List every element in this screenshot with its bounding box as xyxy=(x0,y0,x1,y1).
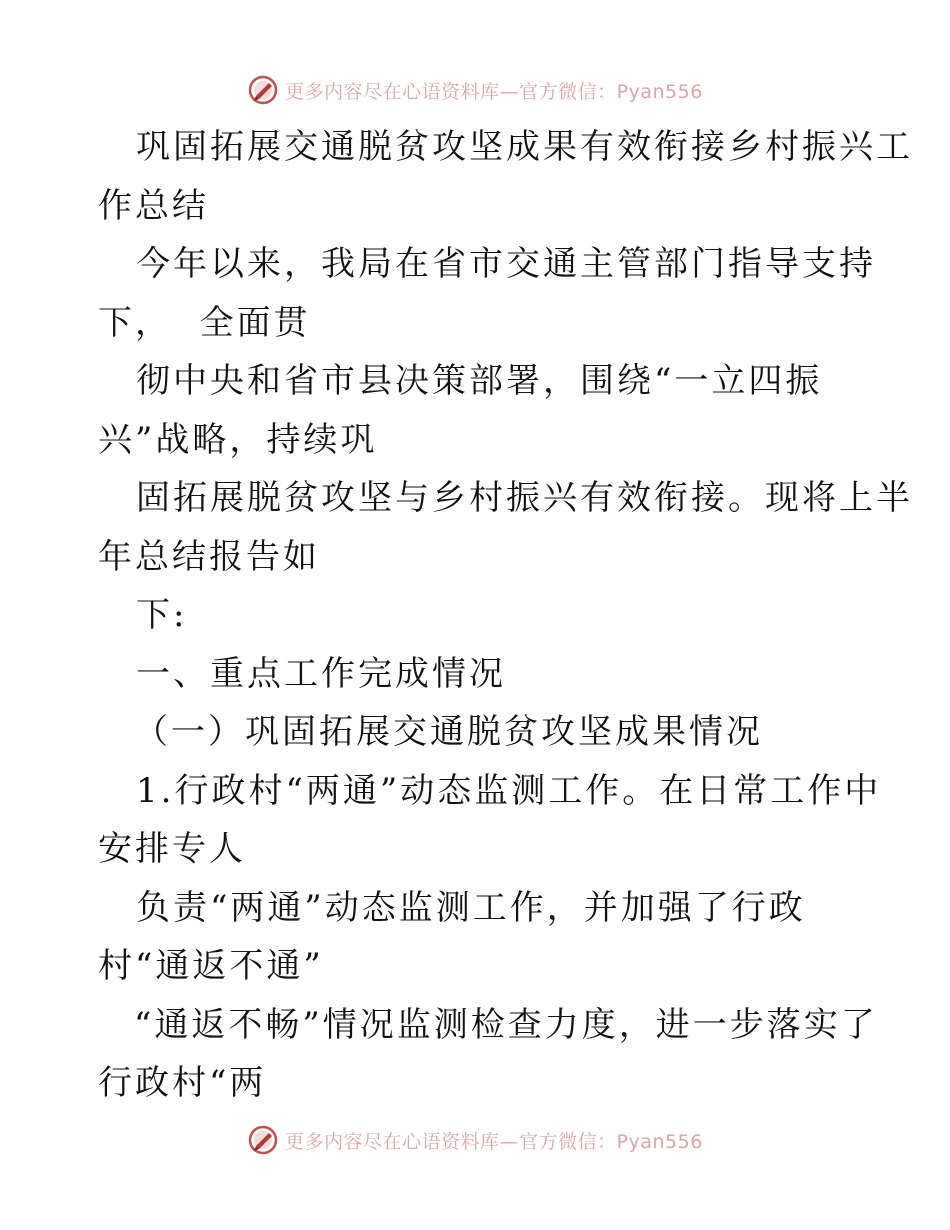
text-line: 下， 全面贯 xyxy=(98,302,311,343)
subsection-heading: （一）巩固拓展交通脱贫攻坚成果情况 xyxy=(134,712,763,752)
watermark-text: 更多内容尽在心语资料库—官方微信：Pyan556 xyxy=(285,1130,703,1153)
text-line: 兴”战略，持续巩 xyxy=(98,419,378,460)
text-line: 固拓展脱贫攻坚与乡村振兴有效衔接。现将上半 xyxy=(136,478,913,518)
text-line: 1.行政村“两通”动态监测工作。在日常工作中 xyxy=(136,770,882,811)
text-line: 下: xyxy=(136,595,188,635)
document-body xyxy=(98,118,913,1113)
pen-circle-logo-icon xyxy=(247,74,279,106)
text-line: 巩固拓展交通脱贫攻坚成果有效衔接乡村振兴工 xyxy=(136,127,913,167)
footer-watermark xyxy=(0,1122,950,1158)
text-line: 负责“两通”动态监测工作，并加强了行政 xyxy=(136,887,806,928)
text-line: 年总结报告如 xyxy=(98,536,320,577)
text-line: 安排专人 xyxy=(98,829,246,869)
text-line: 彻中央和省市县决策部署，围绕“一立四振 xyxy=(136,361,823,401)
watermark-text: 更多内容尽在心语资料库—官方微信：Pyan556 xyxy=(285,80,703,103)
section-heading: 一、重点工作完成情况 xyxy=(136,653,506,694)
text-line: 村“通返不通” xyxy=(98,946,324,986)
text-line: 行政村“两 xyxy=(98,1063,267,1103)
text-line: 今年以来，我局在省市交通主管部门指导支持 xyxy=(136,244,876,284)
text-line: 作总结 xyxy=(98,185,209,226)
text-line: “通返不畅”情况监测检查力度，进一步落实了 xyxy=(134,1004,878,1045)
pen-circle-logo-icon xyxy=(247,1124,279,1156)
header-watermark xyxy=(0,72,950,108)
